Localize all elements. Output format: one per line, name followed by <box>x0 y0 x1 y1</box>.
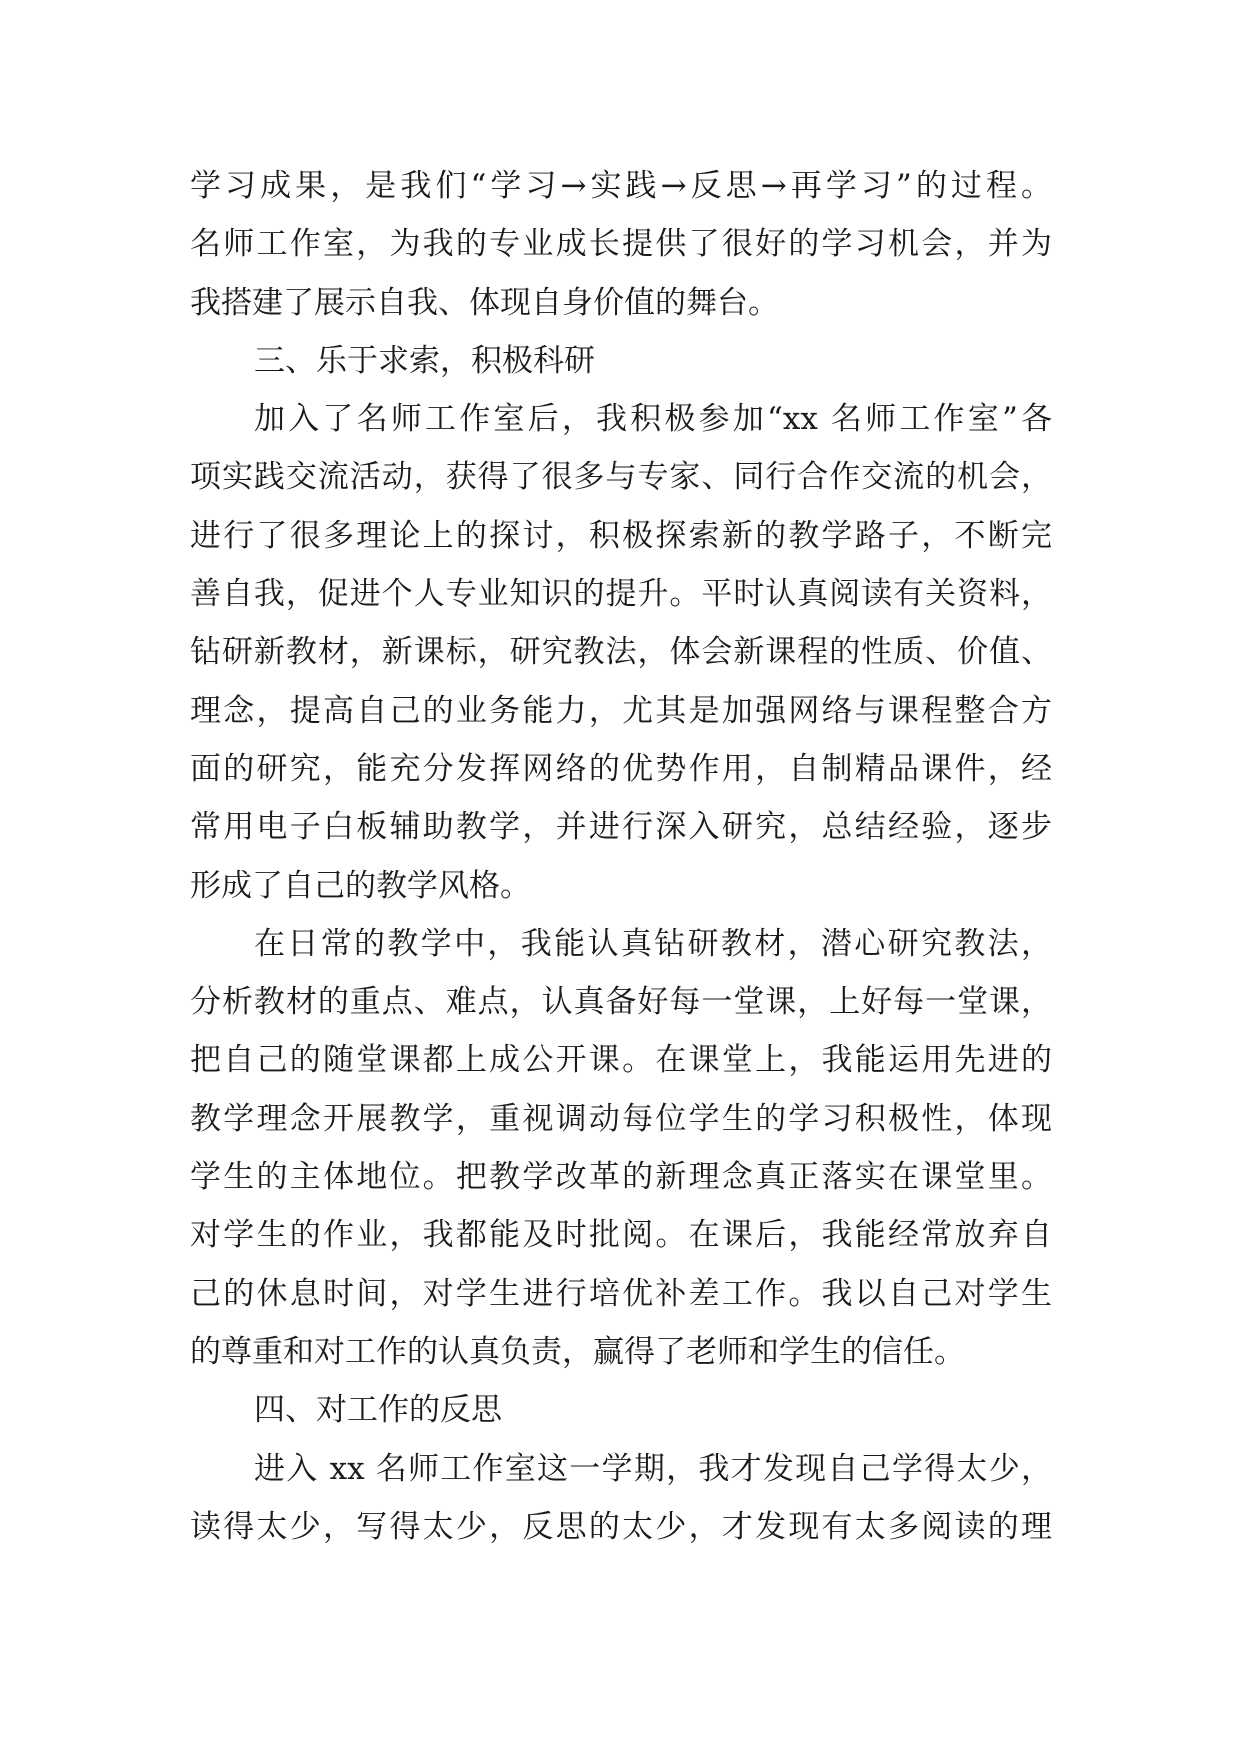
paragraph-line: 名师工作室，为我的专业成长提供了很好的学习机会，并为 <box>190 226 1052 263</box>
section-heading: 三、乐于求索，积极科研 <box>254 342 595 379</box>
paragraph-line: 在日常的教学中，我能认真钻研教材，潜心研究教法， <box>254 925 1052 962</box>
paragraph-line: 形成了自己的教学风格。 <box>190 867 531 904</box>
paragraph-line: 善自我，促进个人专业知识的提升。平时认真阅读有关资料， <box>190 576 1052 613</box>
paragraph-line: 常用电子白板辅助教学，并进行深入研究，总结经验，逐步 <box>190 809 1052 846</box>
paragraph-line: 项实践交流活动，获得了很多与专家、同行合作交流的机会， <box>190 459 1052 496</box>
paragraph-line: 学生的主体地位。把教学改革的新理念真正落实在课堂里。 <box>190 1159 1052 1196</box>
paragraph-line: 读得太少，写得太少，反思的太少，才发现有太多阅读的理 <box>190 1508 1052 1545</box>
section-heading: 四、对工作的反思 <box>254 1392 502 1429</box>
paragraph-line: 己的休息时间，对学生进行培优补差工作。我以自己对学生 <box>190 1275 1052 1312</box>
document-body <box>190 157 1052 1556</box>
paragraph-line: 加入了名师工作室后，我积极参加“xx 名师工作室”各 <box>254 401 1052 438</box>
paragraph-line: 对学生的作业，我都能及时批阅。在课后，我能经常放弃自 <box>190 1217 1052 1254</box>
paragraph-line: 的尊重和对工作的认真负责，赢得了老师和学生的信任。 <box>190 1333 965 1370</box>
paragraph-line: 分析教材的重点、难点，认真备好每一堂课，上好每一堂课， <box>190 984 1052 1021</box>
paragraph-line: 进行了很多理论上的探讨，积极探索新的教学路子，不断完 <box>190 517 1052 554</box>
paragraph-line: 教学理念开展教学，重视调动每位学生的学习积极性，体现 <box>190 1100 1052 1137</box>
paragraph-line: 钻研新教材，新课标，研究教法，体会新课程的性质、价值、 <box>190 634 1052 671</box>
paragraph-line: 学习成果，是我们“学习→实践→反思→再学习”的过程。 <box>190 168 1052 204</box>
paragraph-line: 面的研究，能充分发挥网络的优势作用，自制精品课件，经 <box>190 750 1052 787</box>
paragraph-line: 进入 xx 名师工作室这一学期，我才发现自己学得太少， <box>254 1450 1052 1487</box>
paragraph-line: 理念，提高自己的业务能力，尤其是加强网络与课程整合方 <box>190 692 1052 729</box>
paragraph-line: 我搭建了展示自我、体现自身价值的舞台。 <box>190 284 779 321</box>
paragraph-line: 把自己的随堂课都上成公开课。在课堂上，我能运用先进的 <box>190 1042 1052 1079</box>
